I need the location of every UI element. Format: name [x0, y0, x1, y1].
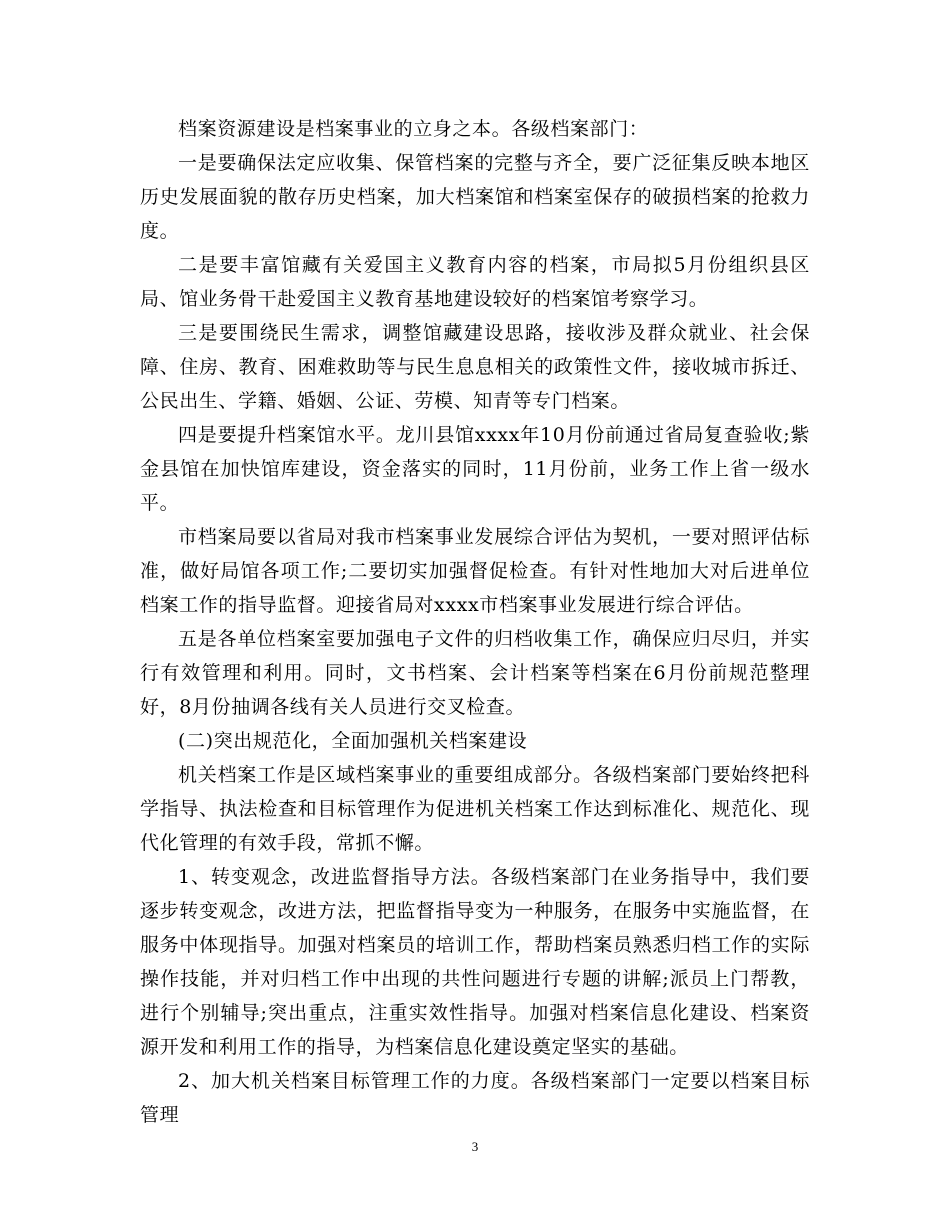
paragraph-9: 1、转变观念，改进监督指导方法。各级档案部门在业务指导中，我们要逐步转变观念，改进方法，把监督指导变为一种服务，在服务中实施监督，在服务中体现指导。加强对档案员的培训工作，帮助档案员熟悉归档工作的实际操作技能，并对归档工作中出现的共性问题进行专题的讲解;派员上门帮教，进行个别辅导;突出重点，注重实效性指导。加强对档案信息化建设、档案资源开发和利用工作的指导，为档案信息化建设奠定坚实的基础。 [140, 866, 810, 1058]
section-heading: (二)突出规范化，全面加强机关档案建设 [178, 730, 528, 752]
paragraph-3: 二是要丰富馆藏有关爱国主义教育内容的档案，市局拟5月份组织县区局、馆业务骨干赴爱国主义教育基地建设较好的档案馆考察学习。 [140, 254, 810, 310]
page-number: 3 [471, 1139, 479, 1154]
paragraph-2: 一是要确保法定应收集、保管档案的完整与齐全，要广泛征集反映本地区历史发展面貌的散存历史档案，加大档案馆和档案室保存的破损档案的抢救力度。 [140, 152, 810, 242]
document-body [140, 112, 810, 1132]
paragraph-7: 五是各单位档案室要加强电子文件的归档收集工作，确保应归尽归，并实行有效管理和利用。同时，文书档案、会计档案等档案在6月份前规范整理好，8月份抽调各线有关人员进行交叉检查。 [140, 628, 810, 718]
paragraph-6: 市档案局要以省局对我市档案事业发展综合评估为契机，一要对照评估标准，做好局馆各项工作;二要切实加强督促检查。有针对性地加大对后进单位档案工作的指导监督。迎接省局对xxxx市档案事业发展进行综合评估。 [140, 526, 810, 616]
paragraph-10: 2、加大机关档案目标管理工作的力度。各级档案部门一定要以档案目标管理 [140, 1070, 810, 1126]
paragraph-5: 四是要提升档案馆水平。龙川县馆xxxx年10月份前通过省局复查验收;紫金县馆在加快馆库建设，资金落实的同时，11月份前，业务工作上省一级水平。 [140, 424, 810, 514]
paragraph-1: 档案资源建设是档案事业的立身之本。各级档案部门： [178, 118, 649, 140]
paragraph-8: 机关档案工作是区域档案事业的重要组成部分。各级档案部门要始终把科学指导、执法检查和目标管理作为促进机关档案工作达到标准化、规范化、现代化管理的有效手段，常抓不懈。 [140, 764, 810, 854]
paragraph-4: 三是要围绕民生需求，调整馆藏建设思路，接收涉及群众就业、社会保障、住房、教育、困难救助等与民生息息相关的政策性文件，接收城市拆迁、公民出生、学籍、婚姻、公证、劳模、知青等专门档案。 [140, 322, 810, 412]
